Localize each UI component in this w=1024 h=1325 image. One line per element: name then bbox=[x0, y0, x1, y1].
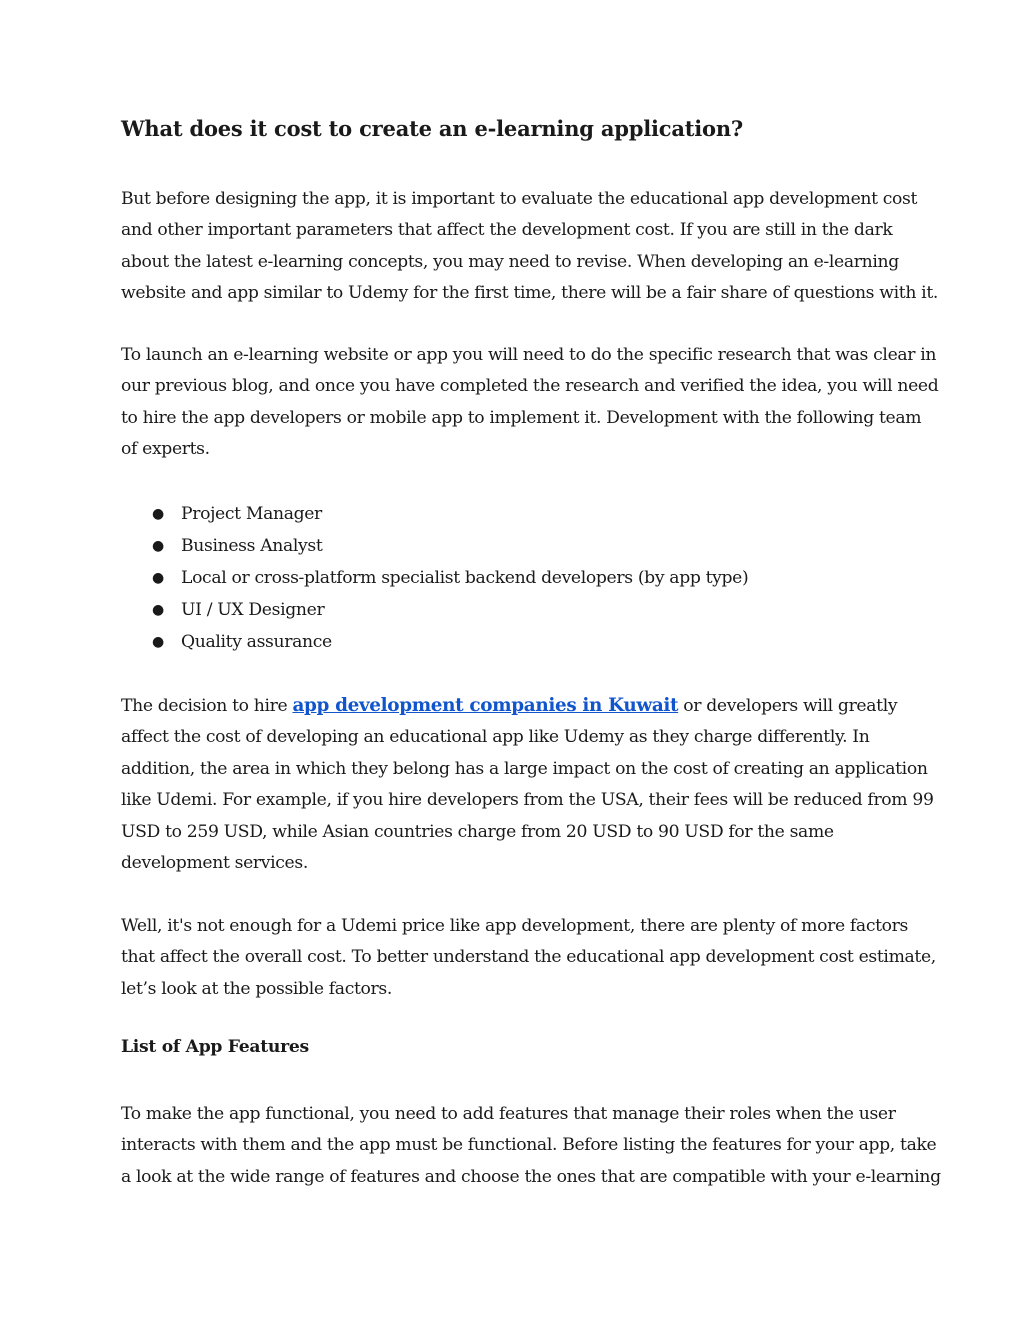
list-item-label: Quality assurance bbox=[181, 632, 332, 652]
text-line: and other important parameters that affect the development cost. If you are still in the dark bbox=[121, 220, 893, 241]
text-line: let’s look at the possible factors. bbox=[121, 978, 392, 999]
text-line: addition, the area in which they belong has a large impact on the cost of creating an application bbox=[121, 758, 928, 779]
companies-link[interactable]: app development companies in Kuwait bbox=[292, 695, 679, 716]
text-line: interacts with them and the app must be functional. Before listing the features for your app, take bbox=[121, 1135, 937, 1156]
text-line: a look at the wide range of features and choose the ones that are compatible with your e-learning bbox=[121, 1166, 941, 1187]
text-segment: The decision to hire bbox=[121, 696, 293, 716]
bullet-icon: ● bbox=[152, 634, 164, 650]
text-line: about the latest e-learning concepts, you may need to revise. When developing an e-learning bbox=[121, 251, 899, 272]
list-item-label: Project Manager bbox=[181, 504, 322, 524]
page-title: What does it cost to create an e-learning application? bbox=[121, 116, 744, 141]
text-line: our previous blog, and once you have completed the research and verified the idea, you will need bbox=[121, 376, 939, 397]
factors-paragraph bbox=[121, 911, 936, 1005]
text-line: of experts. bbox=[121, 439, 210, 460]
list-item bbox=[121, 562, 748, 594]
list-item bbox=[121, 626, 748, 658]
text-line: Well, it's not enough for a Udemi price like app development, there are plenty of more factors bbox=[121, 916, 908, 936]
launch-paragraph bbox=[121, 340, 939, 466]
text-line: that affect the overall cost. To better understand the educational app development cost estimate, bbox=[121, 947, 936, 968]
text-line: development services. bbox=[121, 853, 308, 874]
team-list bbox=[121, 498, 748, 658]
bullet-icon: ● bbox=[152, 570, 164, 586]
bullet-icon: ● bbox=[152, 538, 164, 554]
list-item bbox=[121, 530, 748, 562]
text-line: website and app similar to Udemy for the first time, there will be a fair share of questions with it. bbox=[121, 283, 938, 304]
bullet-icon: ● bbox=[152, 506, 164, 522]
list-item bbox=[121, 594, 748, 626]
section-heading: List of App Features bbox=[121, 1037, 309, 1057]
bullet-icon: ● bbox=[152, 602, 164, 618]
text-line bbox=[121, 690, 911, 722]
text-line: affect the cost of developing an educational app like Udemy as they charge differently. In bbox=[121, 727, 870, 748]
list-item-label: Local or cross-platform specialist backend developers (by app type) bbox=[181, 568, 749, 588]
text-line: But before designing the app, it is important to evaluate the educational app development cost bbox=[121, 189, 918, 209]
text-segment: or developers will greatly bbox=[678, 696, 898, 716]
text-line: To launch an e-learning website or app you will need to do the specific research that was clear in bbox=[121, 345, 937, 365]
list-item-label: UI / UX Designer bbox=[181, 600, 325, 620]
hiring-paragraph bbox=[121, 690, 934, 879]
list-item-label: Business Analyst bbox=[181, 536, 323, 556]
text-line: to hire the app developers or mobile app to implement it. Development with the following team bbox=[121, 407, 922, 428]
features-paragraph bbox=[121, 1099, 941, 1193]
text-line: To make the app functional, you need to add features that manage their roles when the user bbox=[121, 1104, 896, 1124]
list-item bbox=[121, 498, 748, 530]
intro-paragraph bbox=[121, 184, 938, 310]
text-line: USD to 259 USD, while Asian countries charge from 20 USD to 90 USD for the same bbox=[121, 821, 834, 842]
text-line: like Udemi. For example, if you hire developers from the USA, their fees will be reduced from 99 bbox=[121, 790, 934, 811]
